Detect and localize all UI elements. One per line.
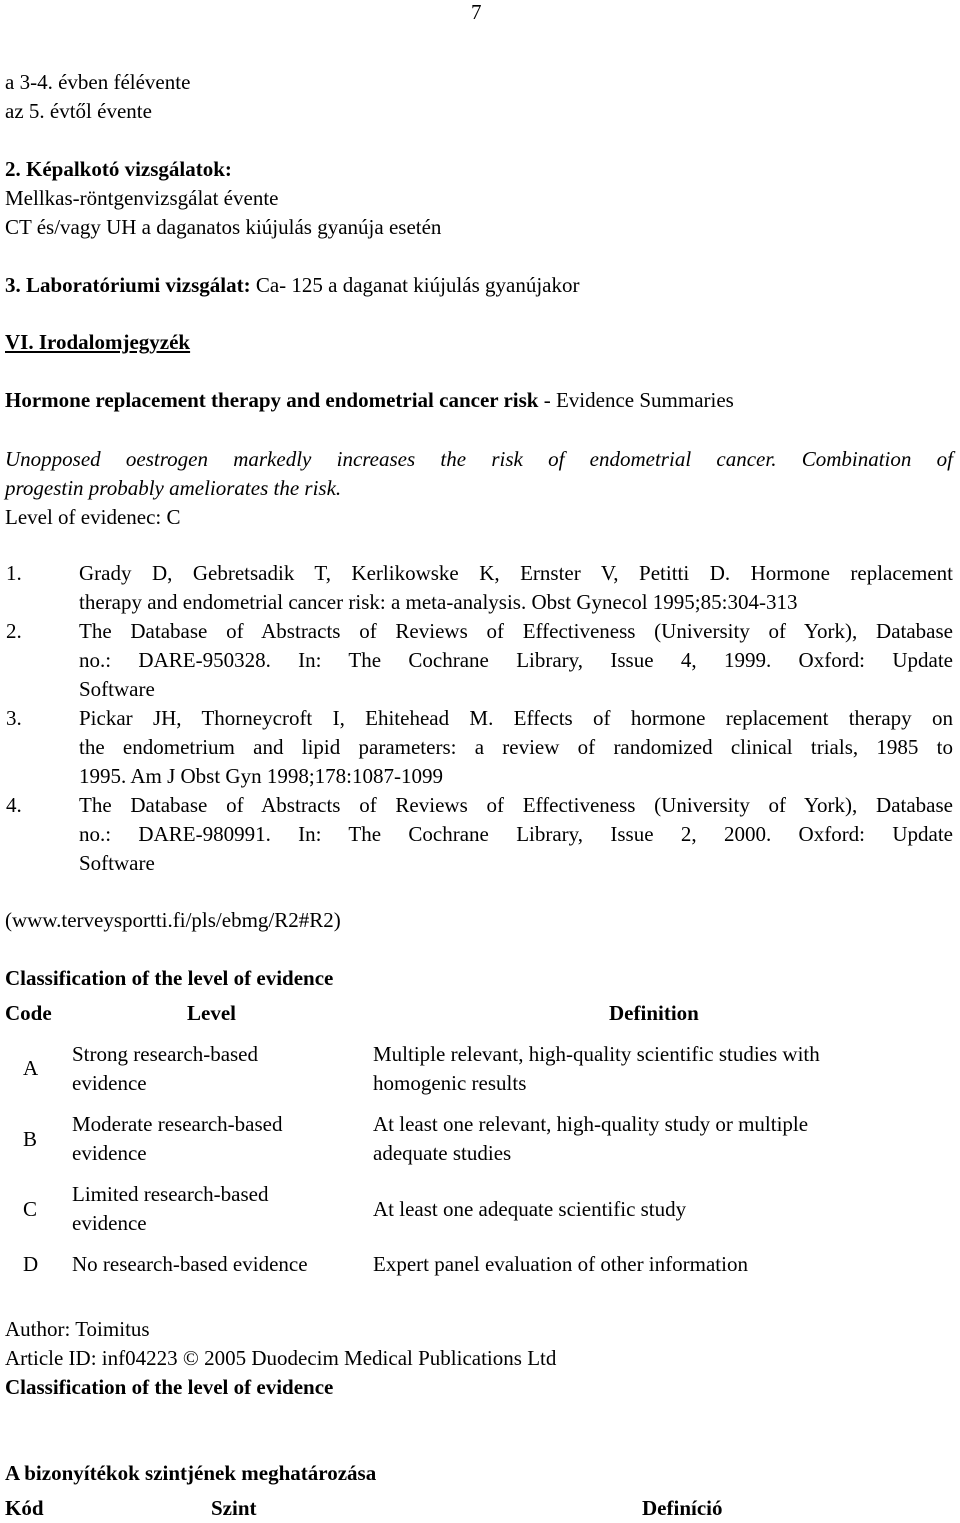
table-row-c-definition-1: At least one adequate scientific study	[373, 1197, 687, 1221]
table-row-a-level-2: evidence	[72, 1071, 147, 1095]
table-row-a-definition-1: Multiple relevant, high-quality scientific studies with	[373, 1042, 820, 1066]
followup-line-1: a 3-4. évben félévente	[5, 70, 191, 94]
table-row-a-definition-2: homogenic results	[373, 1071, 527, 1095]
reference-4-line-3: Software	[79, 851, 155, 875]
column-header-level: Level	[187, 1001, 236, 1025]
reference-number: 3.	[6, 706, 22, 730]
reference-2-line-1: The Database of Abstracts of Reviews of Effectiveness (University of York), Database	[79, 619, 953, 643]
table-row-c-code: C	[23, 1197, 38, 1221]
reference-number: 1.	[6, 561, 22, 585]
table-row-b-level-1: Moderate research-based	[72, 1112, 283, 1136]
evidence-summary-title	[5, 386, 734, 415]
hungarian-column-definition: Definíció	[642, 1496, 723, 1520]
table-row-d-code: D	[23, 1252, 39, 1276]
footer-classification: Classification of the level of evidence	[5, 1375, 334, 1399]
imaging-line-1: Mellkas-röntgenvizsgálat évente	[5, 186, 279, 210]
followup-line-2: az 5. évtől évente	[5, 99, 152, 123]
table-row-d-definition-1: Expert panel evaluation of other information	[373, 1252, 748, 1276]
reference-3-line-3: 1995. Am J Obst Gyn 1998;178:1087-1099	[79, 764, 444, 788]
column-header-code: Code	[5, 1001, 52, 1025]
evidence-level: Level of evidenec: C	[5, 505, 181, 529]
page-number: 7	[471, 0, 482, 24]
reference-2-line-3: Software	[79, 677, 155, 701]
bibliography-heading: VI. Irodalomjegyzék	[5, 330, 191, 354]
table-row-a-level-1: Strong research-based	[72, 1042, 259, 1066]
reference-4-line-2: no.: DARE-980991. In: The Cochrane Library, Issue 2, 2000. Oxford: Update	[79, 822, 953, 846]
reference-3-line-2: the endometrium and lipid parameters: a review of randomized clinical trials, 1985 to	[79, 735, 953, 759]
lab-text: Ca- 125 a daganat kiújulás gyanújakor	[250, 273, 580, 297]
source-url: (www.terveysportti.fi/pls/ebmg/R2#R2)	[5, 908, 341, 932]
footer-article: Article ID: inf04223 © 2005 Duodecim Medical Publications Ltd	[5, 1346, 557, 1370]
lab-line	[5, 271, 579, 300]
imaging-line-2: CT és/vagy UH a daganatos kiújulás gyanúja esetén	[5, 215, 442, 239]
footer-author: Author: Toimitus	[5, 1317, 150, 1341]
table-row-b-definition-1: At least one relevant, high-quality study or multiple	[373, 1112, 809, 1136]
imaging-heading: 2. Képalkotó vizsgálatok:	[5, 157, 232, 181]
reference-number: 2.	[6, 619, 22, 643]
reference-number: 4.	[6, 793, 22, 817]
table-row-c-level-1: Limited research-based	[72, 1182, 269, 1206]
classification-table	[0, 999, 960, 1289]
table-row-d-level-1: No research-based evidence	[72, 1252, 308, 1276]
evidence-summary-title-bold: Hormone replacement therapy and endometrial cancer risk	[5, 388, 539, 412]
reference-4-line-1: The Database of Abstracts of Reviews of Effectiveness (University of York), Database	[79, 793, 953, 817]
reference-3-line-1: Pickar JH, Thorneycroft I, Ehitehead M. Effects of hormone replacement therapy on	[79, 706, 953, 730]
table-row-b-definition-2: adequate studies	[373, 1141, 512, 1165]
table-row-b-code: B	[23, 1127, 38, 1151]
table-row-a-code: A	[23, 1056, 39, 1080]
lab-heading: 3. Laboratóriumi vizsgálat:	[5, 273, 251, 297]
evidence-summary-title-rest: - Evidence Summaries	[538, 388, 734, 412]
reference-1-line-2: therapy and endometrial cancer risk: a meta-analysis. Obst Gynecol 1995;85:304-313	[79, 590, 798, 614]
table-row-c-level-2: evidence	[72, 1211, 147, 1235]
evidence-summary-italic-1: Unopposed oestrogen markedly increases the risk of endometrial cancer. Combination of	[5, 447, 953, 471]
reference-1-line-1: Grady D, Gebretsadik T, Kerlikowske K, Ernster V, Petitti D. Hormone replacement	[79, 561, 953, 585]
table-row-b-level-2: evidence	[72, 1141, 147, 1165]
column-header-definition: Definition	[609, 1001, 699, 1025]
evidence-summary-italic-2: progestin probably ameliorates the risk.	[5, 476, 342, 500]
classification-heading: Classification of the level of evidence	[5, 966, 334, 990]
hungarian-heading: A bizonyítékok szintjének meghatározása	[5, 1461, 377, 1485]
reference-2-line-2: no.: DARE-950328. In: The Cochrane Library, Issue 4, 1999. Oxford: Update	[79, 648, 953, 672]
hungarian-column-code: Kód	[5, 1496, 44, 1520]
hungarian-column-level: Szint	[211, 1496, 257, 1520]
